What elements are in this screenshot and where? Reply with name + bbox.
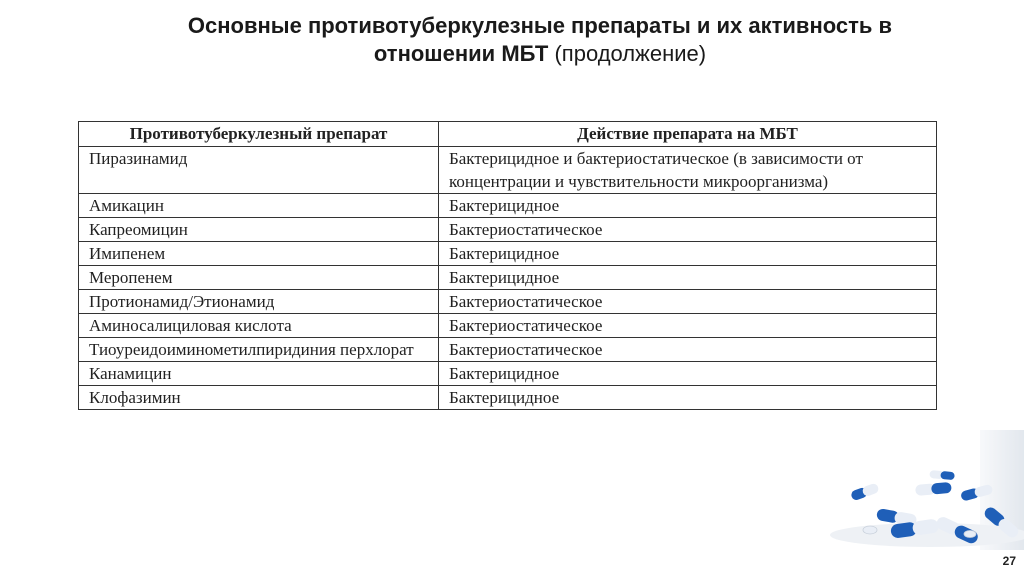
action-cell: Бактерицидное [439, 194, 937, 218]
table-row [79, 314, 937, 338]
drug-cell: Капреомицин [79, 218, 439, 242]
action-cell: Бактерицидное [439, 362, 937, 386]
action-cell: Бактериостатическое [439, 290, 937, 314]
header-action: Действие препарата на МБТ [439, 122, 937, 147]
action-cell: Бактерицидное [439, 266, 937, 290]
table-header-row [79, 122, 937, 147]
table-row [79, 147, 937, 194]
page-number: 27 [1002, 554, 1016, 568]
table-row [79, 290, 937, 314]
action-cell: Бактерицидное [439, 386, 937, 410]
title-continuation: (продолжение) [554, 41, 707, 66]
table-row [79, 386, 937, 410]
table-row [79, 194, 937, 218]
action-cell: Бактериостатическое [439, 338, 937, 362]
pills-decoration-image [830, 430, 1024, 550]
drug-cell: Имипенем [79, 242, 439, 266]
title-line-2: отношении МБТ [373, 41, 549, 66]
drug-cell: Пиразинамид [79, 147, 439, 194]
action-cell: Бактериостатическое [439, 218, 937, 242]
table-row [79, 266, 937, 290]
drug-cell: Аминосалициловая кислота [79, 314, 439, 338]
drug-cell: Протионамид/Этионамид [79, 290, 439, 314]
drugs-table [78, 121, 937, 410]
table-row [79, 242, 937, 266]
action-cell: Бактериостатическое [439, 314, 937, 338]
title-line-1: Основные противотуберкулезные препараты и их активность в [187, 13, 893, 38]
table-row [79, 362, 937, 386]
table-row [79, 218, 937, 242]
table-row [79, 338, 937, 362]
drug-cell: Меропенем [79, 266, 439, 290]
action-cell: Бактерицидное и бактериостатическое (в зависимости от концентрации и чувствительности микроорганизма) [439, 147, 937, 194]
header-drug: Противотуберкулезный препарат [79, 122, 439, 147]
drug-cell: Клофазимин [79, 386, 439, 410]
action-cell: Бактерицидное [439, 242, 937, 266]
drug-cell: Амикацин [79, 194, 439, 218]
slide-title [60, 12, 1020, 68]
drug-cell: Канамицин [79, 362, 439, 386]
drug-cell: Тиоуреидоиминометилпиридиния перхлорат [79, 338, 439, 362]
